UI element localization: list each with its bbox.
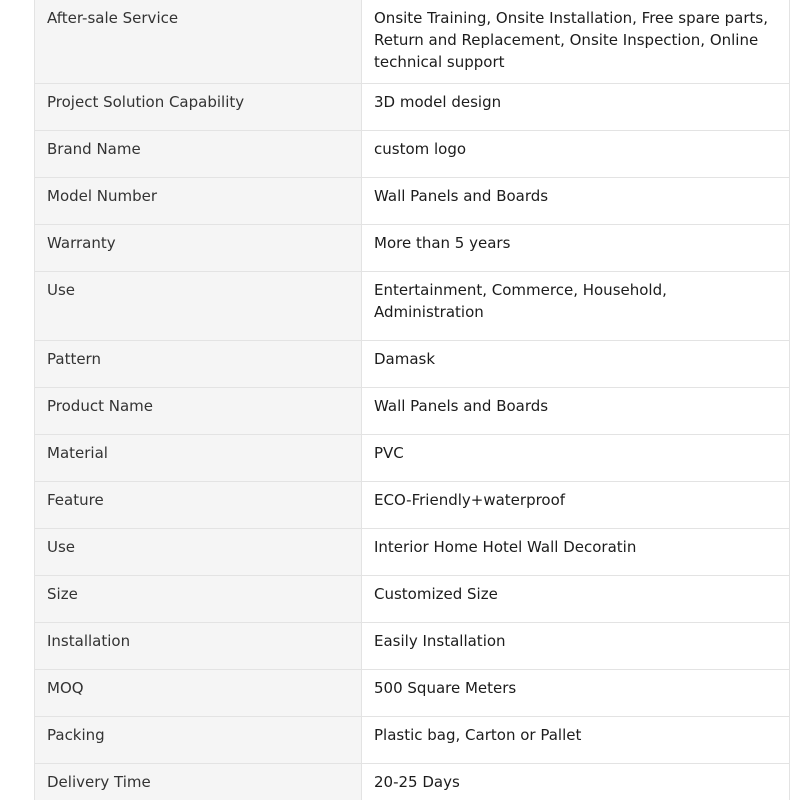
- spec-label: Pattern: [35, 341, 362, 388]
- spec-row: [35, 576, 790, 623]
- spec-label: Size: [35, 576, 362, 623]
- spec-value: Entertainment, Commerce, Household, Administration: [362, 272, 790, 341]
- spec-row: [35, 717, 790, 764]
- spec-label: Packing: [35, 717, 362, 764]
- spec-label: Product Name: [35, 388, 362, 435]
- spec-row: [35, 272, 790, 341]
- spec-label: Use: [35, 529, 362, 576]
- spec-label: MOQ: [35, 670, 362, 717]
- spec-label: Installation: [35, 623, 362, 670]
- spec-value: Onsite Training, Onsite Installation, Free spare parts, Return and Replacement, Onsite Inspection, Online technical support: [362, 0, 790, 84]
- spec-value: Damask: [362, 341, 790, 388]
- spec-label: Warranty: [35, 225, 362, 272]
- spec-value: 3D model design: [362, 84, 790, 131]
- spec-label: Material: [35, 435, 362, 482]
- spec-value: Customized Size: [362, 576, 790, 623]
- spec-row: [35, 341, 790, 388]
- spec-label: Feature: [35, 482, 362, 529]
- spec-label: Delivery Time: [35, 764, 362, 800]
- spec-label: Brand Name: [35, 131, 362, 178]
- spec-row: [35, 0, 790, 84]
- spec-table-body: [35, 0, 790, 800]
- spec-value: Interior Home Hotel Wall Decoratin: [362, 529, 790, 576]
- spec-value: Wall Panels and Boards: [362, 178, 790, 225]
- spec-row: [35, 178, 790, 225]
- spec-value: 500 Square Meters: [362, 670, 790, 717]
- spec-value: Plastic bag, Carton or Pallet: [362, 717, 790, 764]
- spec-row: [35, 435, 790, 482]
- spec-row: [35, 225, 790, 272]
- spec-label: Use: [35, 272, 362, 341]
- spec-value: custom logo: [362, 131, 790, 178]
- spec-value: PVC: [362, 435, 790, 482]
- product-specs-table: [34, 0, 790, 800]
- spec-label: After-sale Service: [35, 0, 362, 84]
- spec-row: [35, 670, 790, 717]
- spec-row: [35, 482, 790, 529]
- spec-value: Easily Installation: [362, 623, 790, 670]
- spec-label: Model Number: [35, 178, 362, 225]
- spec-row: [35, 529, 790, 576]
- spec-row: [35, 131, 790, 178]
- spec-value: More than 5 years: [362, 225, 790, 272]
- spec-row: [35, 388, 790, 435]
- spec-value: ECO-Friendly+waterproof: [362, 482, 790, 529]
- spec-value: 20-25 Days: [362, 764, 790, 800]
- spec-label: Project Solution Capability: [35, 84, 362, 131]
- spec-row: [35, 623, 790, 670]
- spec-value: Wall Panels and Boards: [362, 388, 790, 435]
- spec-row: [35, 764, 790, 800]
- spec-row: [35, 84, 790, 131]
